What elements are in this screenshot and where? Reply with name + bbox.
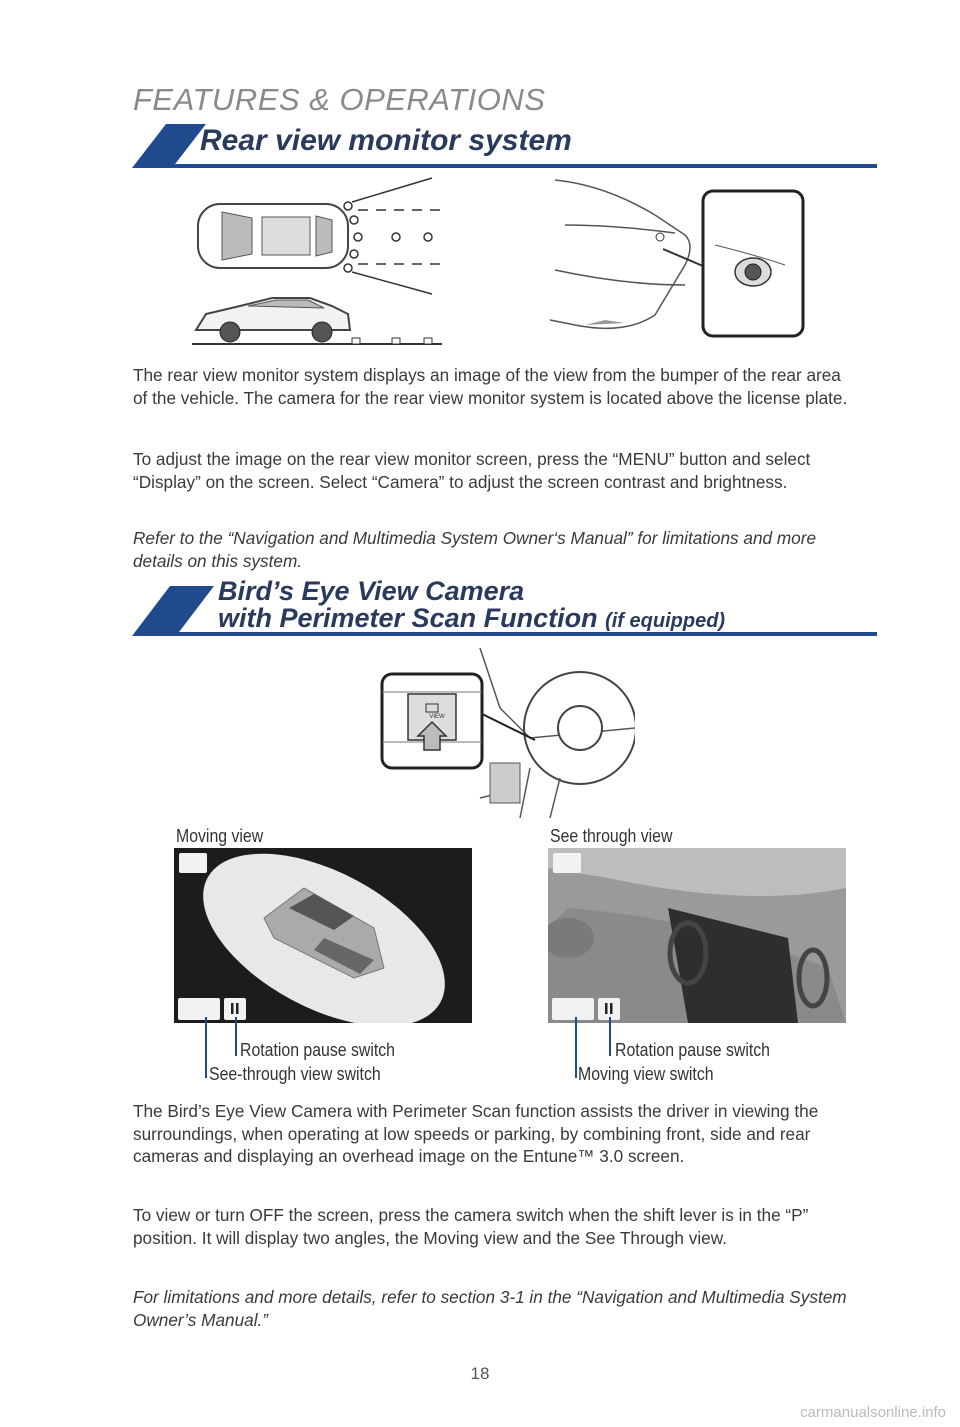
see-through-view-screen <box>548 848 846 1023</box>
see-through-view-moving-view-callout: Moving view switch <box>578 1064 714 1084</box>
rear-camera-illustration <box>545 175 810 340</box>
watermark: carmanualsonline.info <box>800 1404 946 1421</box>
moving-view-screen <box>174 848 472 1023</box>
page-number: 18 <box>470 1364 490 1383</box>
moving-view-title: Moving view <box>176 826 264 846</box>
birds-eye-paragraph-2: To view or turn OFF the screen, press the camera switch when the shift lever is in the “P” position. It will display two angles, the Moving view and the See Through view. <box>133 1205 809 1248</box>
dashboard-view-switch-illustration <box>380 648 635 818</box>
birds-eye-heading-line1: Bird’s Eye View Camera <box>218 576 525 606</box>
view-switch-label: VIEW <box>429 714 445 720</box>
moving-view-see-through-callout: See-through view switch <box>209 1064 381 1084</box>
rear-view-paragraph-1: The rear view monitor system displays an image of the view from the bumper of the rear area of the vehicle. The camera for the rear view monitor system is located above the license plate. <box>133 365 848 408</box>
see-through-view-rotation-pause-callout: Rotation pause switch <box>615 1040 770 1060</box>
birds-eye-heading-suffix: (if equipped) <box>605 610 726 632</box>
rear-view-paragraph-2: To adjust the image on the rear view monitor screen, press the “MENU” button and select “Display” on the screen. Select “Camera” to adjust the screen contrast and brightness. <box>133 449 811 492</box>
birds-eye-paragraph-1: The Bird’s Eye View Camera with Perimeter Scan function assists the driver in viewing the surroundings, when operating at low speeds or parking, by combining front, side and rear cameras and displaying an overhead image on the Entune™ 3.0 screen. <box>133 1101 819 1166</box>
moving-view-rotation-pause-callout: Rotation pause switch <box>240 1040 395 1060</box>
car-top-and-side-illustration <box>192 172 452 352</box>
rear-view-heading: Rear view monitor system <box>200 124 572 157</box>
section-label: FEATURES & OPERATIONS <box>133 82 546 117</box>
rear-view-note: Refer to the “Navigation and Multimedia System Owner‘s Manual” for limitations and more details on this system. <box>133 528 817 571</box>
birds-eye-heading-line2 <box>218 603 725 636</box>
see-through-view-title: See through view <box>550 826 673 846</box>
birds-eye-heading-main: with Perimeter Scan Function <box>218 603 598 633</box>
birds-eye-note: For limitations and more details, refer to section 3-1 in the “Navigation and Multimedia System Owner’s Manual.” <box>133 1287 847 1330</box>
